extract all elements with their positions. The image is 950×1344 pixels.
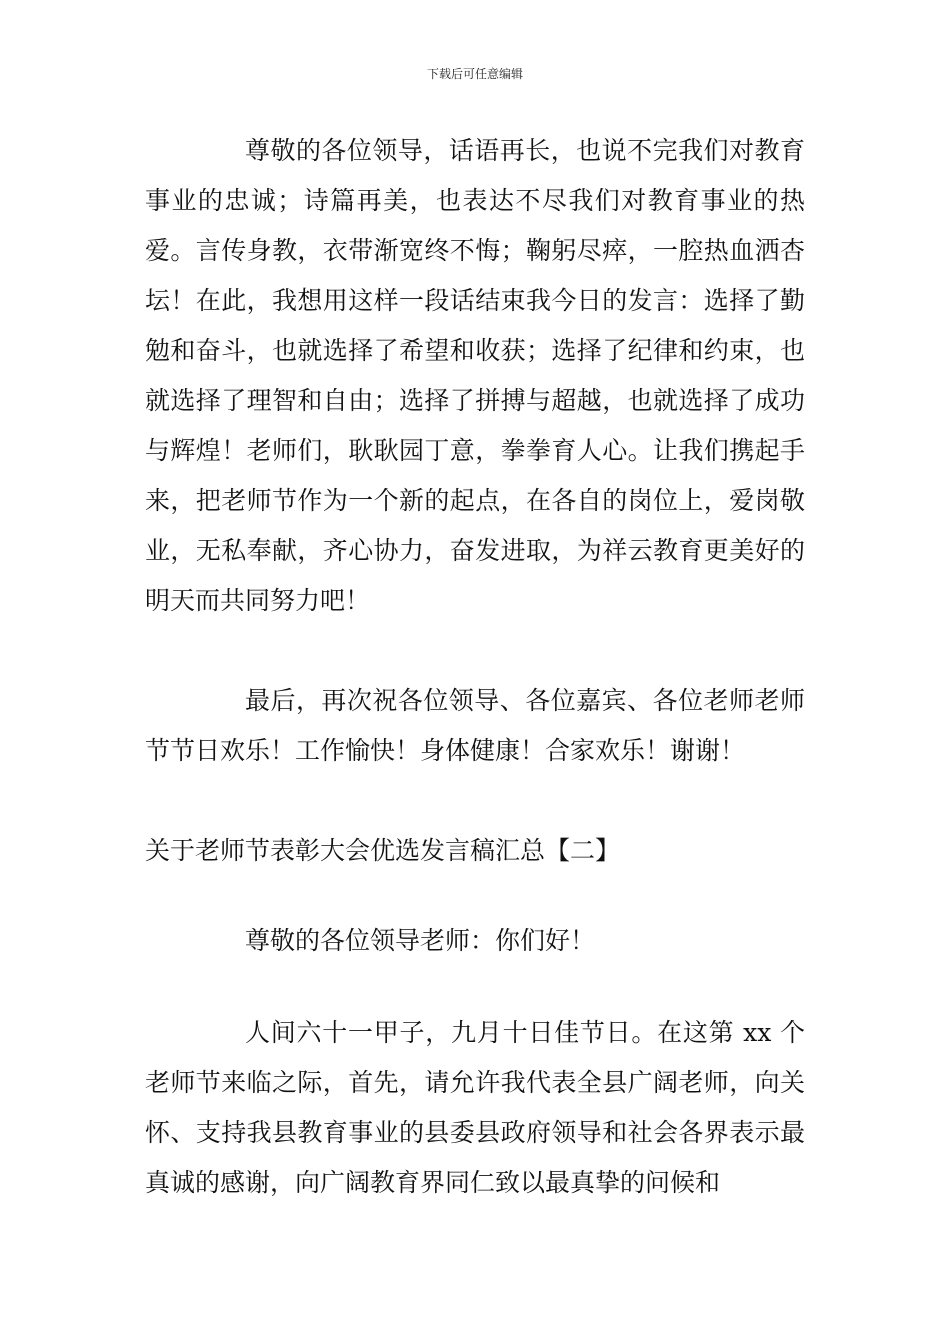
paragraph-final-wishes: 最后，再次祝各位领导、各位嘉宾、各位老师老师节节日欢乐！工作愉快！身体健康！合家欢乐！谢谢！ [145, 686, 805, 765]
paragraph-opening: 人间六十一甲子，九月十日佳节日。在这第 xx 个老师节来临之际，首先，请允许我代表全县广阔老师，向关怀、支持我县教育事业的县委县政府领导和社会各界表示最真诚的感谢，向广阔教育界同仁致以最真挚的问候和 [145, 1018, 805, 1197]
document-body [145, 126, 805, 1208]
section-title: 关于老师节表彰大会优选发言稿汇总【二】 [145, 836, 621, 865]
paragraph-greeting: 尊敬的各位领导老师：你们好！ [245, 926, 596, 955]
page-header-note: 下载后可任意编辑 [426, 67, 523, 81]
paragraph-closing-speech: 尊敬的各位领导，话语再长，也说不完我们对教育事业的忠诚；诗篇再美，也表达不尽我们对教育事业的热爱。言传身教，衣带渐宽终不悔；鞠躬尽瘁，一腔热血洒杏坛！在此，我想用这样一段话结束我今日的发言：选择了勤勉和奋斗，也就选择了希望和收获；选择了纪律和约束，也就选择了理智和自由；选择了拼搏与超越，也就选择了成功与辉煌！老师们，耿耿园丁意，拳拳育人心。让我们携起手来，把老师节作为一个新的起点，在各自的岗位上，爱岗敬业，无私奉献，齐心协力，奋发进取，为祥云教育更美好的明天而共同努力吧！ [145, 136, 805, 615]
